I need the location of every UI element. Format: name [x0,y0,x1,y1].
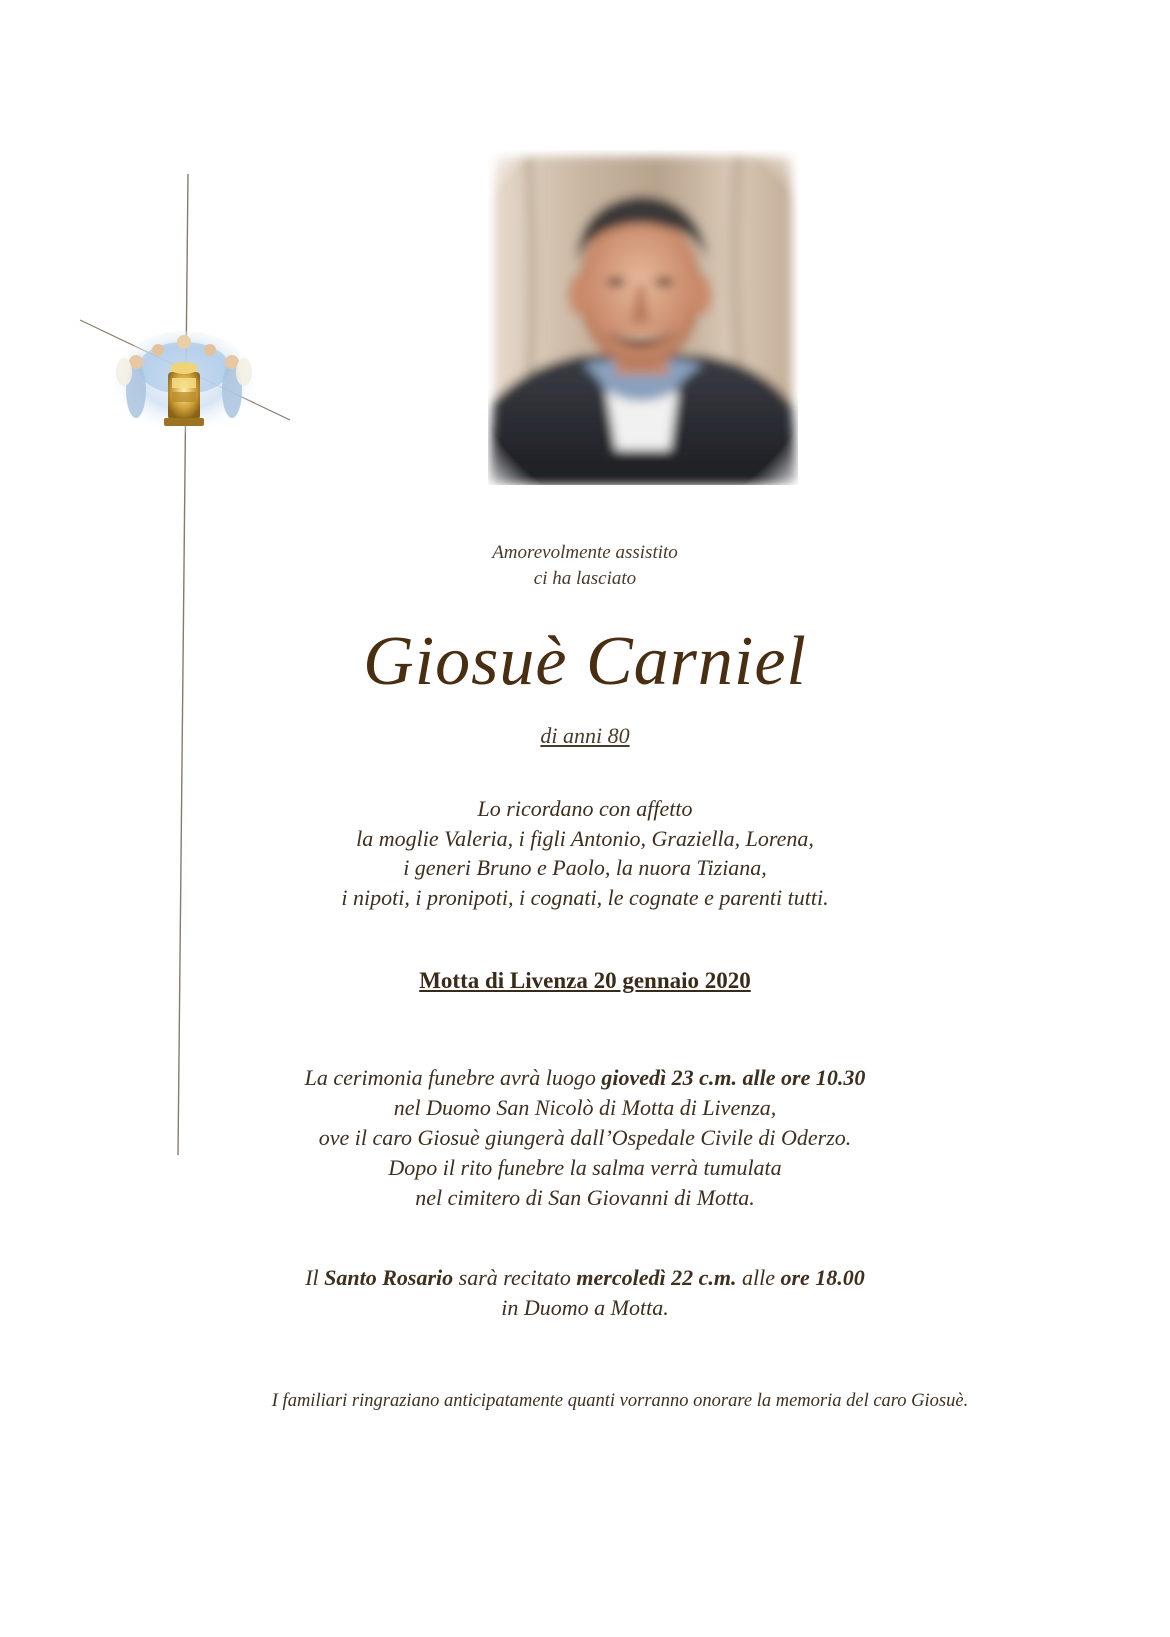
ceremony-line-5: nel cimitero di San Giovanni di Motta. [415,1185,755,1210]
age-text [0,722,1170,750]
ceremony-line-3: ove il caro Giosuè giungerà dall’Ospedale Civile di Oderzo. [318,1125,852,1150]
intro-text [0,540,1170,592]
rosary-c: sarà recitato [453,1265,577,1290]
place-date-label: Motta di Livenza 20 gennaio 2020 [419,968,751,993]
age-label: di anni 80 [540,723,630,748]
rosary-b: Santo Rosario [324,1265,454,1290]
rosary-line-2: in Duomo a Motta. [501,1295,669,1320]
mourners-line-2: la moglie Valeria, i figli Antonio, Graziella, Lorena, [356,825,814,851]
rosary-a: Il [305,1265,325,1290]
mourners-line-3: i generi Bruno e Paolo, la nuora Tiziana, [403,855,767,880]
rosary-e: alle [736,1265,781,1290]
thanks-text: I familiari ringraziano anticipatamente quanti vorranno onorare la memoria del caro Giosuè. [271,1391,969,1411]
deceased-name: Giosuè Carniel [363,623,807,700]
portrait-photo [488,150,798,485]
ceremony-line-4: Dopo il rito funebre la salma verrà tumulata [388,1155,782,1180]
mourners-text [0,794,1170,912]
rosary-line-1 [0,1263,1170,1293]
ceremony-line-2: nel Duomo San Nicolò di Motta di Livenza, [393,1095,777,1120]
rosary-text [0,1263,1170,1323]
ceremony-line-1-a: La cerimonia funebre avrà luogo [304,1065,602,1090]
intro-line-1: Amorevolmente assistito [492,542,678,563]
holy-image-icon [110,328,258,438]
mourners-line-4: i nipoti, i pronipoti, i cognati, le cognate e parenti tutti. [341,884,829,910]
rosary-f: ore 18.00 [780,1265,865,1290]
place-date [0,966,1170,996]
ceremony-line-1-b: giovedì 23 c.m. alle ore 10.30 [601,1065,866,1090]
mourners-line-1: Lo ricordano con affetto [477,796,693,821]
intro-line-2: ci ha lasciato [533,568,637,589]
ceremony-text [0,1063,1170,1213]
rosary-d: mercoledì 22 c.m. [576,1265,737,1290]
ceremony-line-1 [0,1063,1170,1093]
